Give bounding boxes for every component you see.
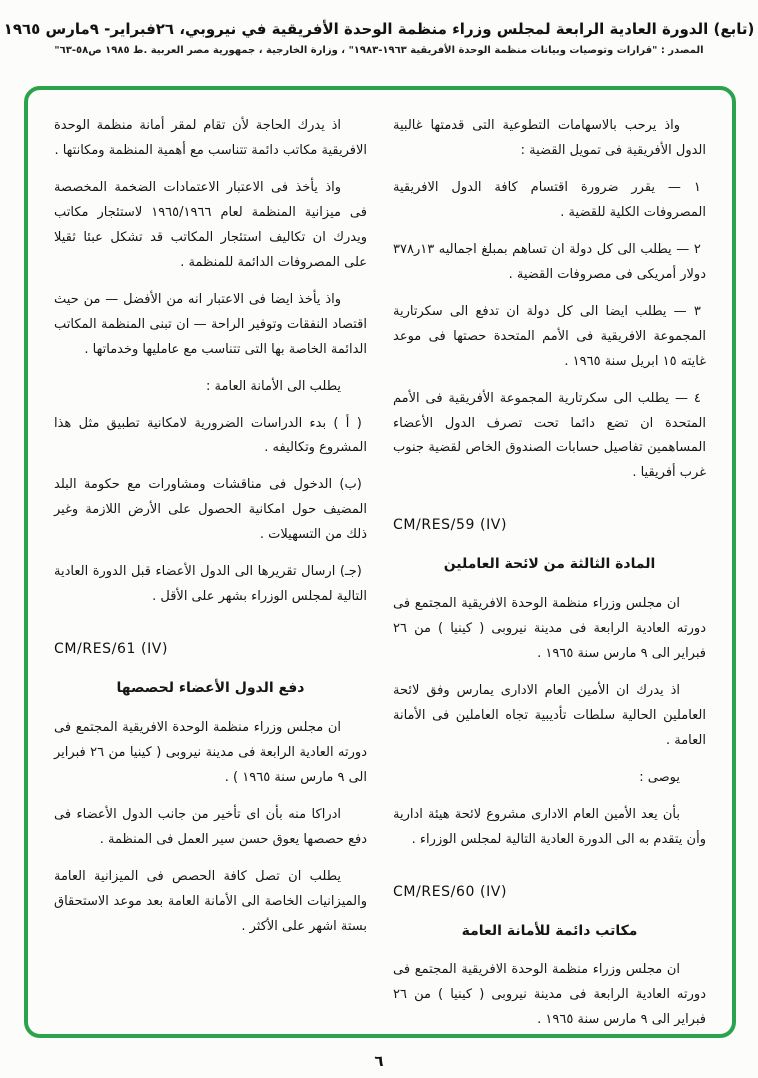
two-column-layout: [54, 114, 706, 1038]
paragraph: اذ يدرك الحاجة لأن تقام لمقر أمانة منظمة الوحدة الافريقية مكاتب دائمة تتناسب مع أهمية المنظمة ومكانتها .: [54, 118, 367, 158]
paragraph: واذ يأخذ فى الاعتبار الاعتمادات الضخمة المخصصة فى ميزانية المنظمة لعام ١٩٦٥/١٩٦٦ لاستئجار مكاتب ويدرك ان تكاليف استئجار المكاتب قد تشكل عبئا ثقيلا على المصروفات الدائمة للمنظمة .: [54, 179, 367, 270]
paragraph: يوصى :: [639, 769, 680, 785]
resolution-heading: مكاتب دائمة للأمانة العامة: [461, 922, 638, 939]
page-header: [0, 0, 758, 56]
resolution-heading: دفع الدول الأعضاء لحصصها: [116, 680, 305, 697]
numbered-item: ٤ — يطلب الى سكرتارية المجموعة الأفريقية فى الأمم المتحدة ان تضع دائما تحت تصرف الدول الأعضاء المساهمين تفاصيل حسابات الصندوق الخاص لقضية جنوب غرب أفريقيا .: [393, 390, 706, 481]
paragraph: بأن يعد الأمين العام الادارى مشروع لائحة هيئة ادارية وأن يتقدم به الى الدورة العادية التالية لمجلس الوزراء .: [393, 806, 706, 847]
document-title: (تابع) الدورة العادية الرابعة لمجلس وزراء منظمة الوحدة الأفريقية في نيروبي، ٢٦فبراير- ٩مارس ١٩٦٥: [3, 20, 755, 38]
resolution-code: CM/RES/61 (IV): [54, 641, 169, 658]
lettered-item: (ب) الدخول فى مناقشات ومشاورات مع حكومة البلد المضيف حول امكانية الحصول على الأرض اللازمة وغير ذلك من التسهيلات .: [54, 477, 367, 543]
paragraph: ادراكا منه بأن اى تأخير من جانب الدول الأعضاء فى دفع حصصها يعوق حسن سير العمل فى المنظمة .: [54, 806, 367, 847]
green-frame: [24, 86, 736, 1038]
resolution-code: CM/RES/59 (IV): [393, 517, 508, 534]
lettered-item: (جـ) ارسال تقريرها الى الدول الأعضاء قبل الدورة العادية التالية لمجلس الوزراء بشهر على الأقل .: [54, 564, 367, 605]
paragraph: ان مجلس وزراء منظمة الوحدة الافريقية المجتمع فى دورته العادية الرابعة فى مدينة نيروبى ( كينيا من ٢٦ فبراير الى ٩ مارس سنة ١٩٦٥ ) .: [54, 719, 367, 785]
paragraph: ان مجلس وزراء منظمة الوحدة الافريقية المجتمع فى دورته العادية الرابعة فى مدينة نيروبى ( كينيا ) من ٢٦ فبراير الى ٩ مارس سنة ١٩٦٥ .: [393, 962, 706, 1028]
column-left: [54, 114, 367, 1038]
paragraph: واذ يأخذ ايضا فى الاعتبار انه من الأفضل — من حيث اقتصاد النفقات وتوفير الراحة — ان تبنى المنظمة المكاتب الدائمة الخاصة بها التى تتناسب مع عامليها وخدماتها .: [54, 291, 367, 357]
lettered-item: ( أ ) بدء الدراسات الضرورية لامكانية تطبيق مثل هذا المشروع وتكاليفه .: [54, 415, 367, 456]
paragraph: ان مجلس وزراء منظمة الوحدة الافريقية المجتمع فى دورته العادية الرابعة فى مدينة نيروبى ( كينيا ) من ٢٦ فبراير الى ٩ مارس سنة ١٩٦٥ .: [393, 596, 706, 662]
numbered-item: ١ — يقرر ضرورة اقتسام كافة الدول الافريقية المصروفات الكلية للقضية .: [393, 179, 706, 220]
paragraph: واذ يرحب بالاسهامات التطوعية التى قدمتها غالبية الدول الأفريقية فى تمويل القضية :: [393, 118, 706, 158]
paragraph: يطلب الى الأمانة العامة :: [206, 378, 341, 394]
paragraph: اذ يدرك ان الأمين العام الادارى يمارس وفق لائحة العاملين الحالية سلطات تأديبية تجاه العاملين فى الأمانة العامة .: [393, 683, 706, 748]
column-right: [393, 114, 706, 1038]
resolution-heading: المادة الثالثة من لائحة العاملين: [443, 556, 656, 573]
document-source: المصدر : "قرارات وتوصيات وبيانات منظمة الوحدة الأفريقية ١٩٦٣-١٩٨٣" ، وزارة الخارجية ، جمهورية مصر العربية .ط ١٩٨٥ ص٥٨-٦٣": [54, 45, 704, 56]
resolution-code: CM/RES/60 (IV): [393, 883, 508, 900]
numbered-item: ٢ — يطلب الى كل دولة ان تساهم بمبلغ اجماليه ١٣ر٣٧٨ دولار أمريكى فى مصروفات القضية .: [393, 241, 706, 282]
paragraph: يطلب ان تصل كافة الحصص فى الميزانية العامة والميزانيات الخاصة الى الأمانة العامة بعد موعد الاستحقاق بستة اشهر على الأكثر .: [54, 868, 367, 934]
page-number: ٦: [374, 1052, 384, 1070]
numbered-item: ٣ — يطلب ايضا الى كل دولة ان تدفع الى سكرتارية المجموعة الافريقية فى الأمم المتحدة حصتها فى موعد غايته ١٥ ابريل سنة ١٩٦٥ .: [393, 303, 706, 369]
